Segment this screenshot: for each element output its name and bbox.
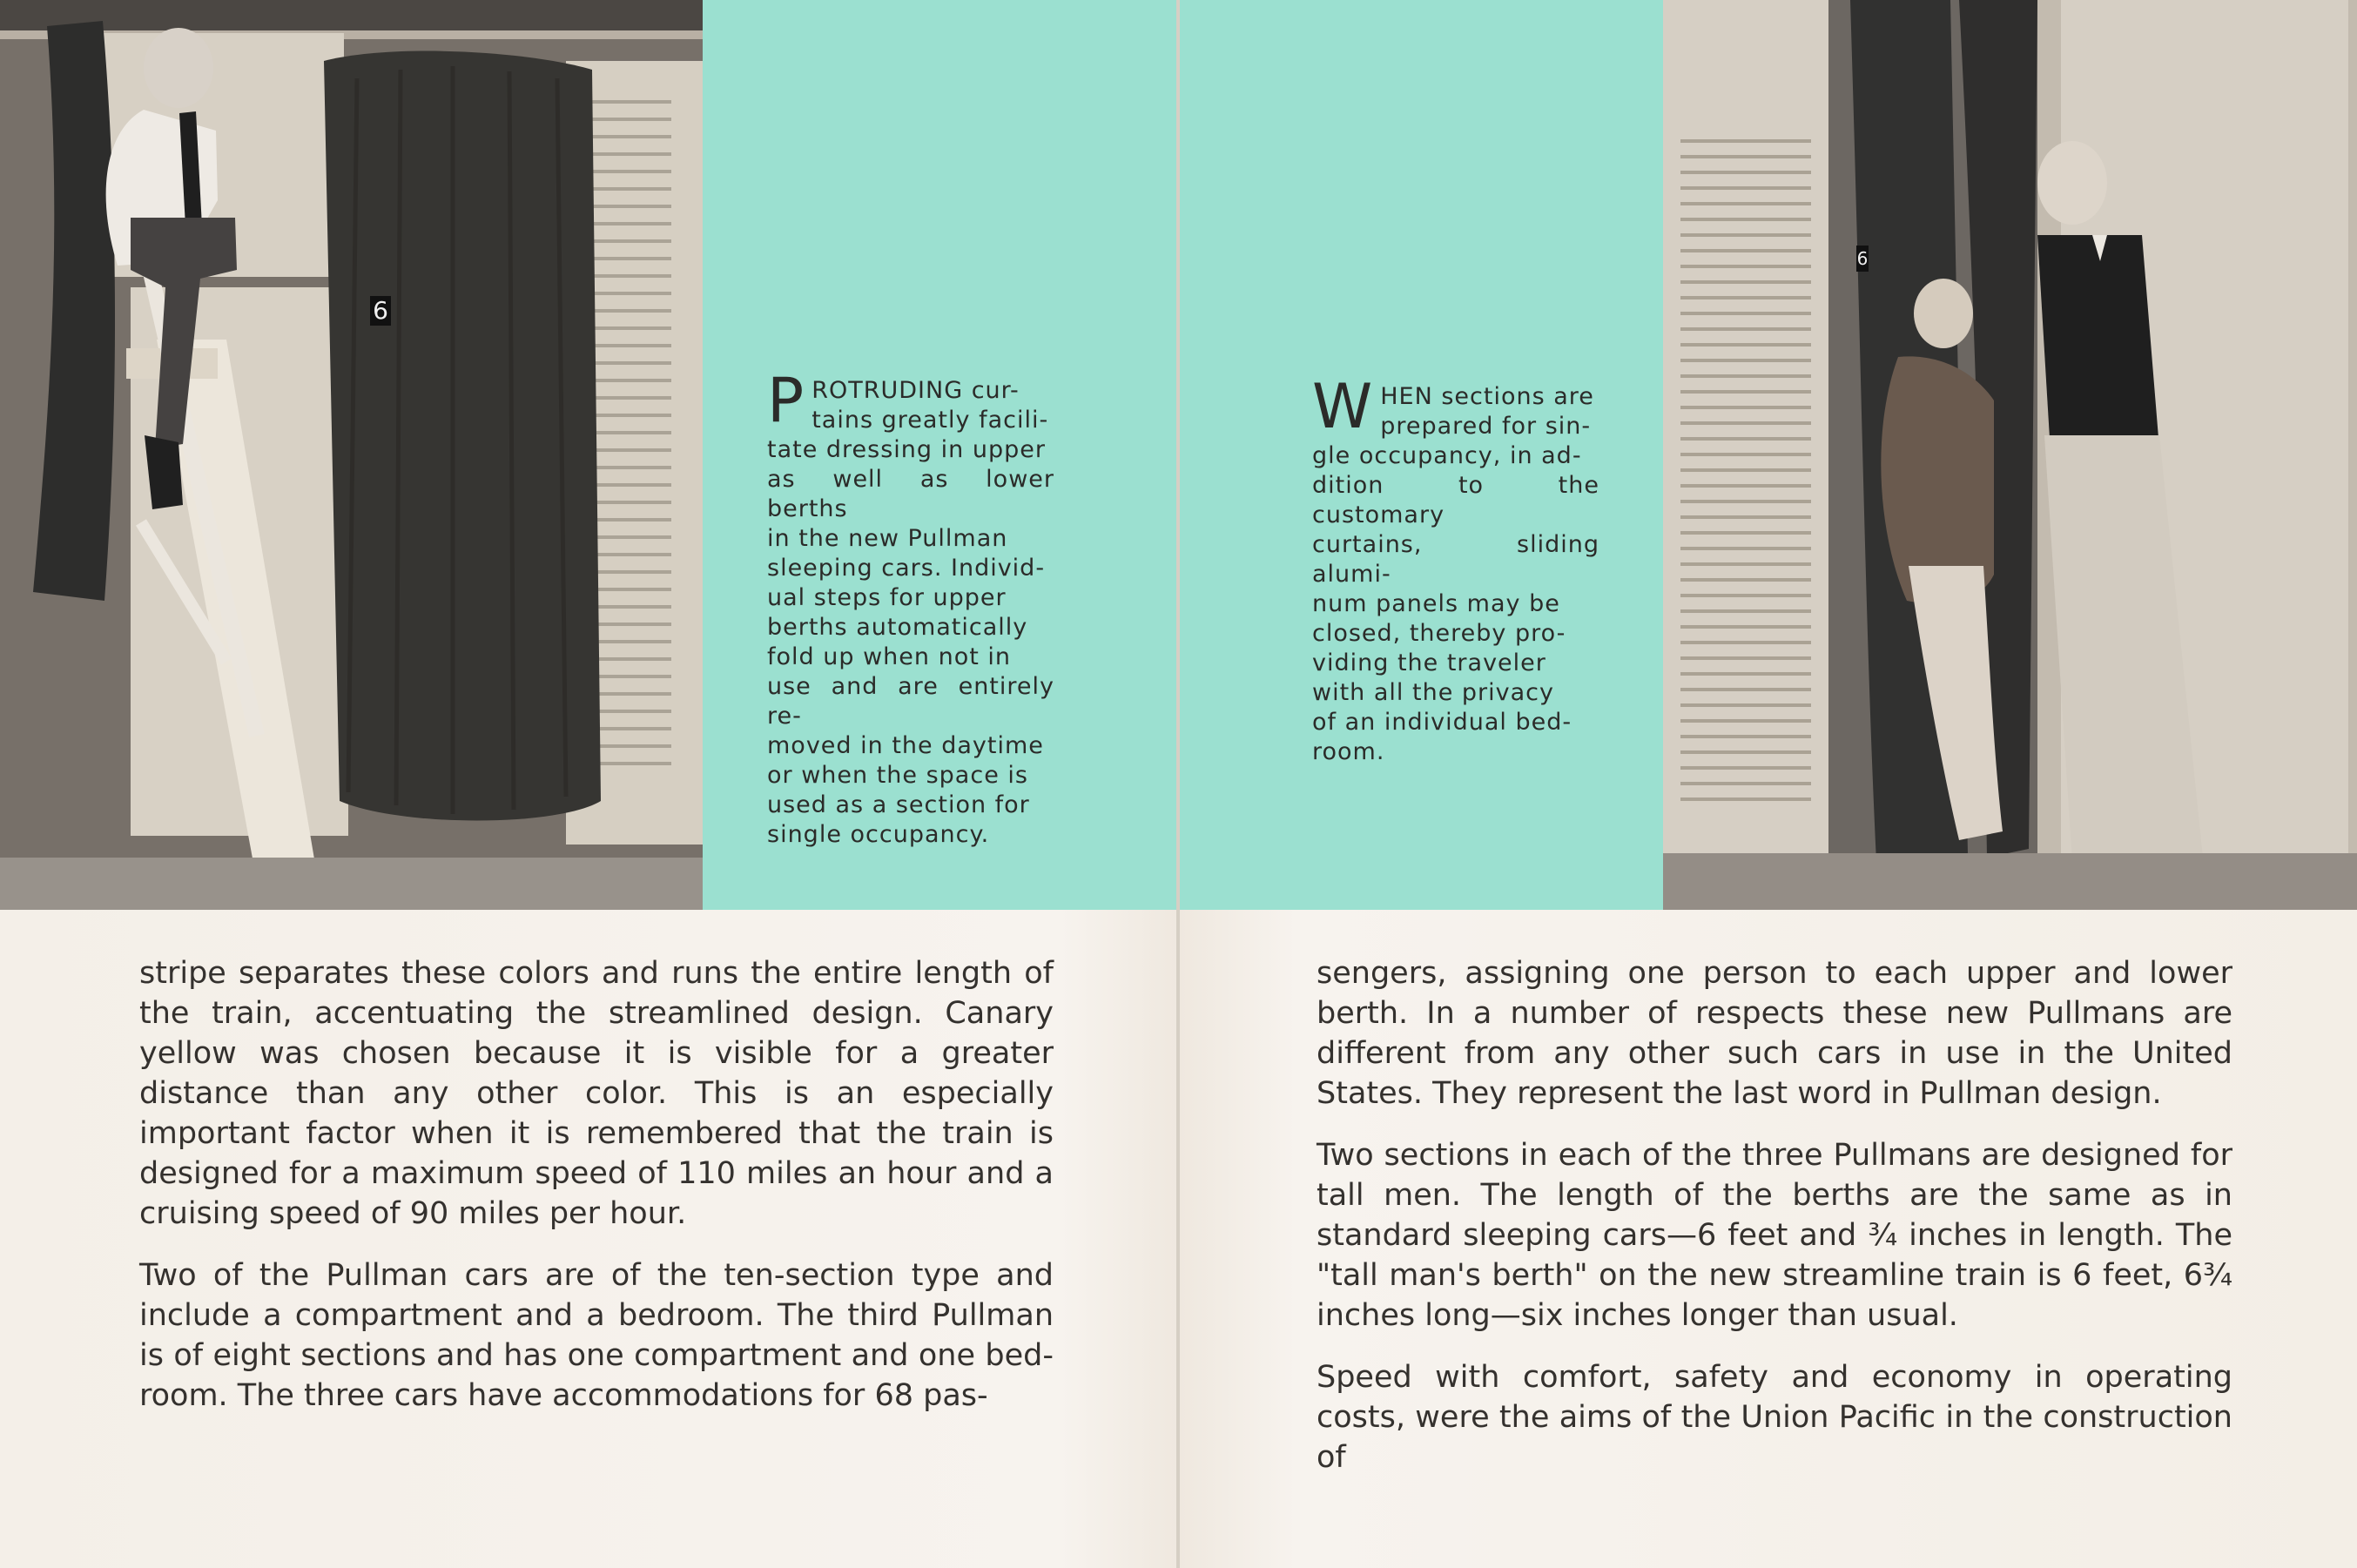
body-right-paragraph-2: Two sections in each of the three Pullmans are designed for tall men. The length of the berths are the same as in standard sleeping cars—6 feet and ¾ inches in length. The "tall man's berth" on the new streamline train is 6 feet, 6¾ inches long—six inches longer than usual. xyxy=(1317,1138,2232,1333)
photo-upper-berth-steps xyxy=(0,0,703,910)
caption-right-body: HEN sections are prepared for sin- gle occupancy, in ad- dition to the customary curtains, sliding alumi- num panels may be closed, thereby pro- viding the traveler with all the privacy of an individual bed- room. xyxy=(1312,383,1599,765)
caption-right-dropcap: W xyxy=(1312,371,1374,442)
caption-left-dropcap: P xyxy=(767,365,805,436)
body-column-left xyxy=(139,953,1054,1437)
berth-steps-illustration xyxy=(0,0,703,910)
caption-left-body: ROTRUDING cur- tains greatly facili- tate dressing in upper as well as lower berths in the new Pullman sleeping cars. Individ- ual steps for upper berths automatically fold up when not in use and are entirely re- moved in the daytime or when the space is used as a section for single occupancy. xyxy=(767,377,1054,848)
body-left-paragraph-1: stripe separates these colors and runs the entire length of the train, accentuating the streamlined design. Canary yellow was chosen because it is visible for a greater distance than any other color. This is an especially important factor when it is remembered that the train is designed for a maximum speed of 110 miles an hour and a cruising speed of 90 miles per hour. xyxy=(139,956,1054,1231)
body-right-paragraph-1: sengers, assigning one person to each upper and lower berth. In a number of respects these new Pullmans are different from any other such cars in use in the United States. They represent the last word in Pullman design. xyxy=(1317,956,2232,1111)
body-left-paragraph-2: Two of the Pullman cars are of the ten-section type and include a compartment and a bedroom. The third Pullman is of eight sections and has one compartment and one bed-room. The three cars have accommodations for 68 pas- xyxy=(139,1258,1054,1413)
caption-right-text xyxy=(1312,353,1599,767)
body-right-paragraph-3: Speed with comfort, safety and economy in operating costs, were the aims of the Union Pacific in the construction of xyxy=(1317,1360,2232,1475)
berth-number: 6 xyxy=(373,296,388,325)
section-privacy-illustration xyxy=(1663,0,2357,910)
photo-section-privacy xyxy=(1663,0,2357,910)
caption-left-text xyxy=(767,347,1054,850)
body-column-right xyxy=(1317,953,2232,1499)
berth-number: 6 xyxy=(1856,248,1869,269)
